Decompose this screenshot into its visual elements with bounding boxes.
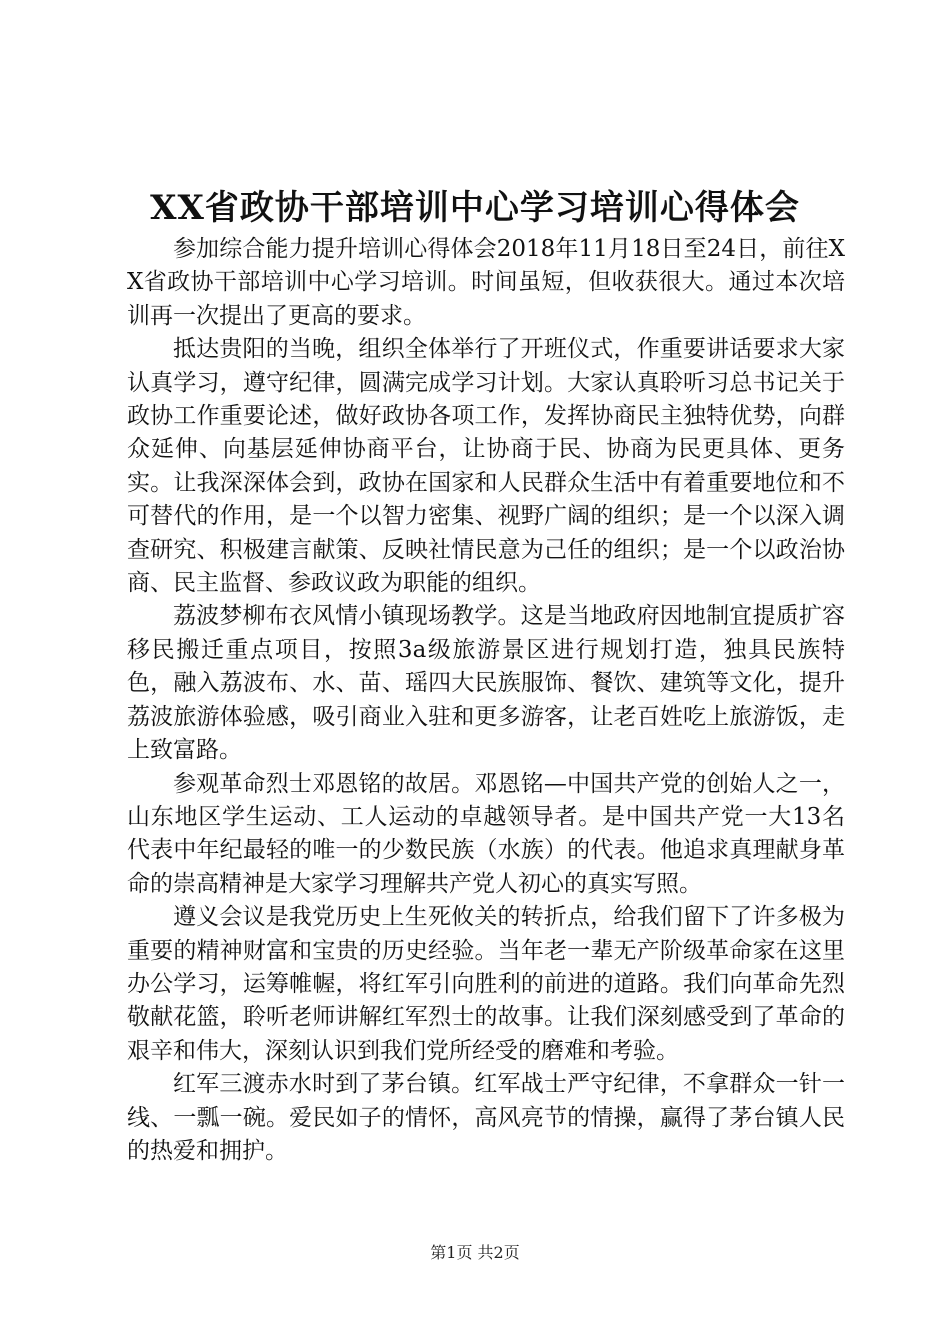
document-title: XX省政协干部培训中心学习培训心得体会 <box>150 188 800 228</box>
paragraph-1: 参加综合能力提升培训心得体会2018年11月18日至24日，前往XX省政协干部培训中心学习培训。时间虽短，但收获很大。通过本次培训再一次提出了更高的要求。 <box>127 236 845 329</box>
paragraph-5: 遵义会议是我党历史上生死攸关的转折点，给我们留下了许多极为重要的精神财富和宝贵的历史经验。当年老一辈无产阶级革命家在这里办公学习，运筹帷幄，将红军引向胜利的前进的道路。我们向革命先烈敬献花篮，聆听老师讲解红军烈士的故事。让我们深刻感受到了革命的艰辛和伟大，深刻认识到我们党所经受的磨难和考验。 <box>127 904 845 1064</box>
paragraph-4: 参观革命烈士邓恩铭的故居。邓恩铭—中国共产党的创始人之一，山东地区学生运动、工人运动的卓越领导者。是中国共产党一大13名代表中年纪最轻的唯一的少数民族（水族）的代表。他追求真理献身革命的崇高精神是大家学习理解共产党人初心的真实写照。 <box>127 770 845 897</box>
paragraph-6: 红军三渡赤水时到了茅台镇。红军战士严守纪律，不拿群众一针一线、一瓢一碗。爱民如子的情怀，高风亮节的情操，赢得了茅台镇人民的热爱和拥护。 <box>127 1071 845 1164</box>
document-body <box>127 233 845 1168</box>
page-number-footer: 第1页 共2页 <box>430 1243 520 1262</box>
paragraph-2: 抵达贵阳的当晚，组织全体举行了开班仪式，作重要讲话要求大家认真学习，遵守纪律，圆满完成学习计划。大家认真聆听习总书记关于政协工作重要论述，做好政协各项工作，发挥协商民主独特优势，向群众延伸、向基层延伸协商平台，让协商于民、协商为民更具体、更务实。让我深深体会到，政协在国家和人民群众生活中有着重要地位和不可替代的作用，是一个以智力密集、视野广阔的组织；是一个以深入调查研究、积极建言献策、反映社情民意为己任的组织；是一个以政治协商、民主监督、参政议政为职能的组织。 <box>127 336 845 597</box>
paragraph-3: 荔波梦柳布衣风情小镇现场教学。这是当地政府因地制宜提质扩容移民搬迁重点项目，按照3a级旅游景区进行规划打造，独具民族特色，融入荔波布、水、苗、瑶四大民族服饰、餐饮、建筑等文化，提升荔波旅游体验感，吸引商业入驻和更多游客，让老百姓吃上旅游饭，走上致富路。 <box>127 603 845 764</box>
